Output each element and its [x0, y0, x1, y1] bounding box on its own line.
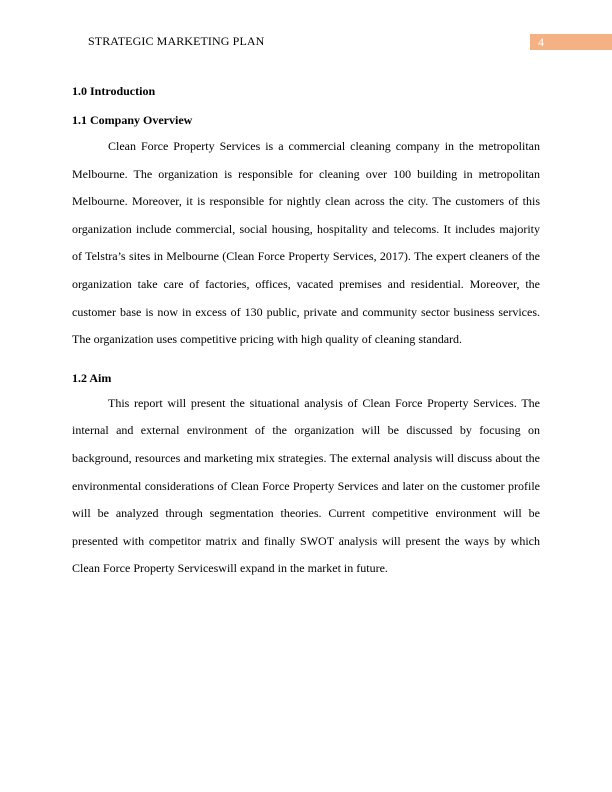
- heading-aim: 1.2 Aim: [72, 370, 112, 385]
- document-body: [72, 82, 540, 583]
- page-number-badge: [530, 34, 612, 50]
- page-number: 4: [538, 35, 544, 49]
- heading-company-overview: 1.1 Company Overview: [72, 113, 193, 127]
- heading-introduction: 1.0 Introduction: [72, 84, 156, 98]
- paragraph-company-overview: Clean Force Property Services is a commercial cleaning company in the metropolitan Melbourne. The organization is responsible for cleaning over 100 building in metropolitan Melbourne. Moreover, it is responsible for nightly clean across the city. The customers of this organization include commercial, social housing, hospitality and telecoms. It includes majority of Telstra’s sites in Melbourne (Clean Force Property Services, 2017). The expert cleaners of the organization take care of factories, offices, vacated premises and residential. Moreover, the customer base is now in excess of 130 public, private and community sector business services. The organization uses competitive pricing with high quality of cleaning standard.: [72, 139, 540, 347]
- running-head-title: STRATEGIC MARKETING PLAN: [88, 34, 265, 48]
- paragraph-aim: This report will present the situational analysis of Clean Force Property Services. The internal and external environment of the organization will be discussed by focusing on background, resources and marketing mix strategies. The external analysis will discuss about the environmental considerations of Clean Force Property Services and later on the customer profile will be analyzed through segmentation theories. Current competitive environment will be presented with competitor matrix and finally SWOT analysis will present the ways by which Clean Force Property Serviceswill expand in the market in future.: [72, 395, 540, 576]
